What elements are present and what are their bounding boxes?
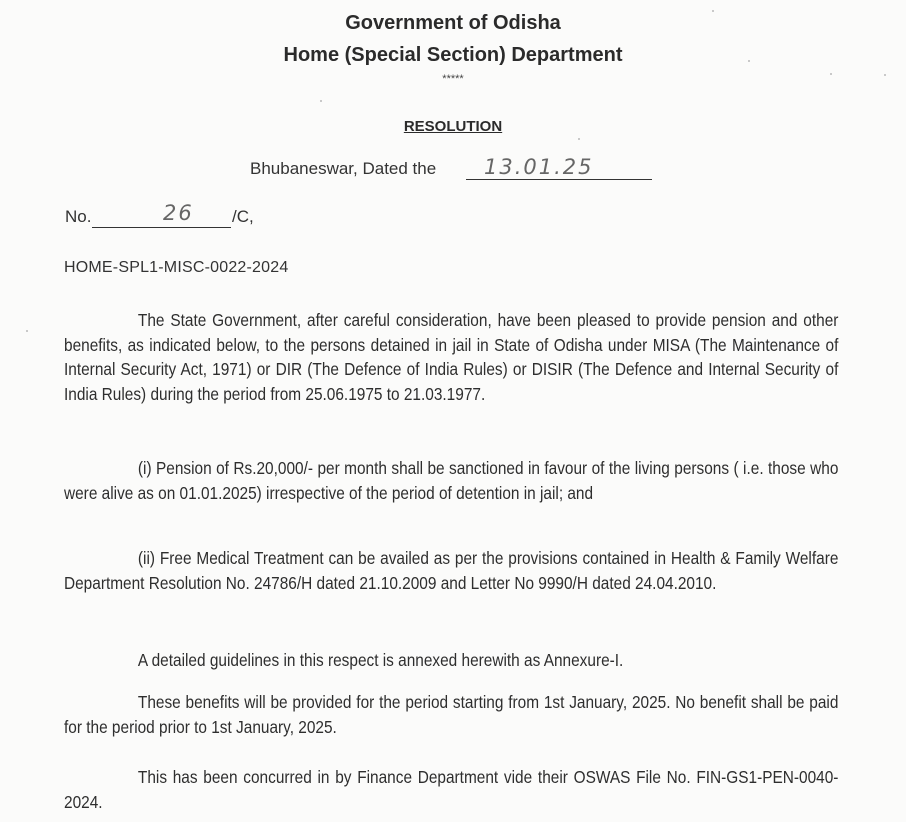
intro-paragraph [64, 308, 839, 406]
handwritten-number: 26 [163, 201, 194, 225]
benefit-1-text: (i) Pension of Rs.20,000/- per month shall be sanctioned in favour of the living persons ( i.e. those who were alive as on 01.01.2025) irrespective of the period of detention in jail; and [64, 458, 839, 503]
dated-label: Bhubaneswar, Dated the [250, 159, 437, 178]
document-title: RESOLUTION [403, 118, 503, 135]
benefit-2-paragraph [64, 546, 839, 595]
guidelines-paragraph [64, 648, 839, 673]
benefit-2-text: (ii) Free Medical Treatment can be availed as per the provisions contained in Health & Family Welfare Department Resolution No. 24786/H dated 21.10.2009 and Letter No 9990/H dated 24.04.2010. [64, 548, 839, 593]
scan-speck [26, 330, 28, 332]
number-prefix: No. [65, 207, 92, 226]
department-heading: Home (Special Section) Department [283, 44, 623, 66]
guidelines-text: A detailed guidelines in this respect is annexed herewith as Annexure-I. [137, 650, 624, 670]
number-underline [92, 205, 231, 228]
period-text: These benefits will be provided for the period starting from 1st January, 2025. No benefit shall be paid for the period prior to 1st January, 2025. [64, 692, 839, 737]
benefit-1-paragraph [64, 456, 839, 505]
file-number: HOME-SPL1-MISC-0022-2024 [64, 259, 289, 276]
concurrence-paragraph [64, 765, 839, 814]
period-paragraph [64, 690, 839, 739]
scan-speck [884, 74, 886, 76]
heading-separator: ***** [442, 73, 464, 85]
scan-speck [712, 10, 714, 12]
scan-speck [830, 73, 832, 75]
handwritten-date: 13.01.25 [484, 155, 594, 179]
intro-text: The State Government, after careful consideration, have been pleased to provide pension and other benefits, as indicated below, to the persons detained in jail in State of Odisha under MISA (The Maintenance of Internal Security Act, 1971) or DIR (The Defence of India Rules) or DISIR (The Defence and Internal Security of India Rules) during the period from 25.06.1975 to 21.03.1977. [64, 310, 839, 404]
number-suffix: /C, [232, 207, 254, 226]
concurrence-text: This has been concurred in by Finance Department vide their OSWAS File No. FIN-GS1-PEN-0040-2024. [64, 767, 839, 812]
scan-speck [320, 100, 322, 102]
government-heading: Government of Odisha [345, 12, 561, 34]
scan-speck [748, 60, 750, 62]
scan-speck [578, 138, 580, 140]
